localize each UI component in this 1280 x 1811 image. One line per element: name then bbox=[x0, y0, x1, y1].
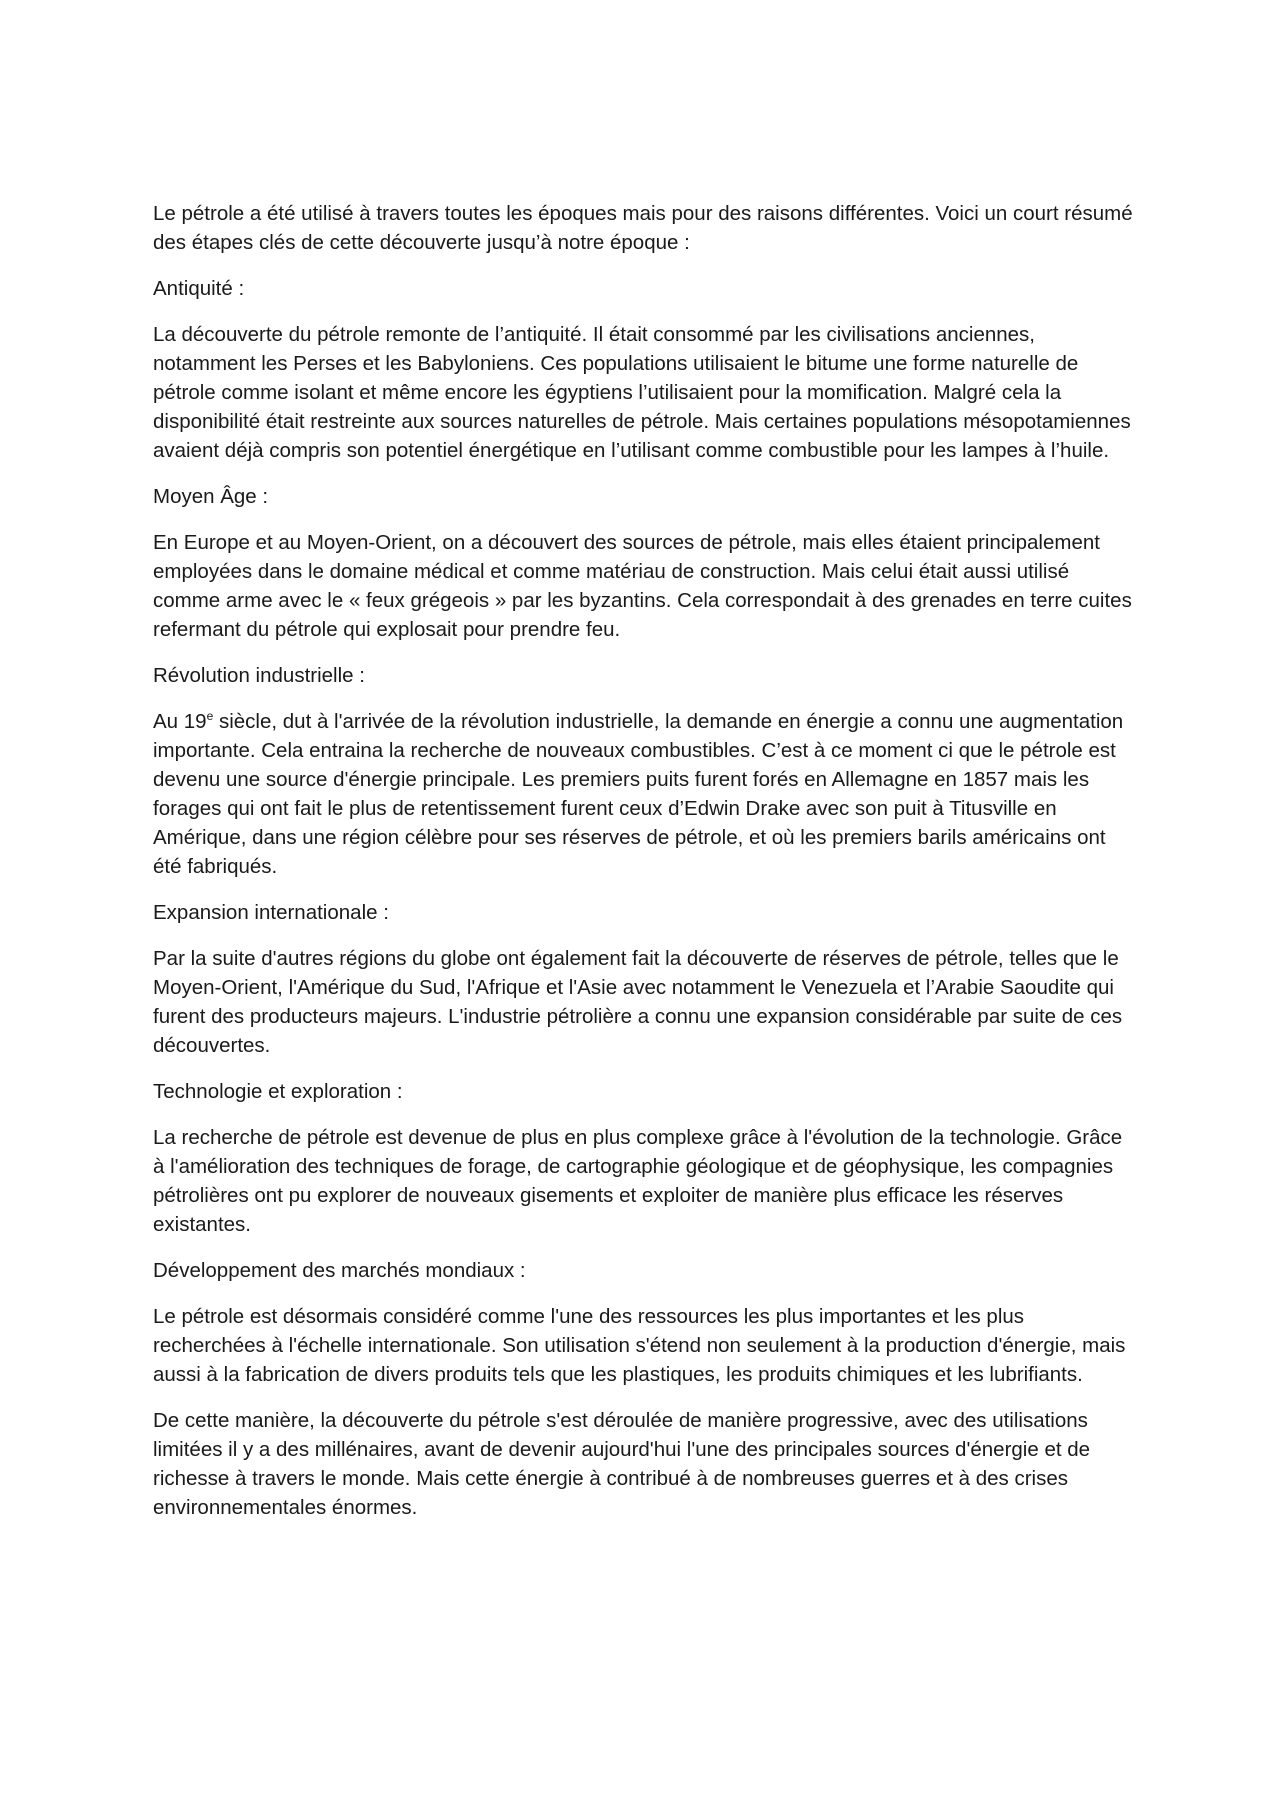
section-heading-expansion-internationale: Expansion internationale : bbox=[153, 901, 389, 924]
section-body-moyen-age: En Europe et au Moyen-Orient, on a découvert des sources de pétrole, mais elles étaient principalement employées dans le domaine médical et comme matériau de construction. Mais celui était aussi utilisé comme arme avec le « feux grégeois » par les byzantins. Cela correspondait à des grenades en terre cuites refermant du pétrole qui explosait pour prendre feu. bbox=[153, 531, 1132, 641]
conclusion-paragraph: De cette manière, la découverte du pétrole s'est déroulée de manière progressive, avec des utilisations limitées il y a des millénaires, avant de devenir aujourd'hui l'une des principales sources d'énergie et de richesse à travers le monde. Mais cette énergie à contribué à de nombreuses guerres et à des crises environnementales énormes. bbox=[153, 1409, 1091, 1519]
section-heading-technologie-exploration: Technologie et exploration : bbox=[153, 1080, 403, 1103]
section-heading-moyen-age: Moyen Âge : bbox=[153, 485, 269, 508]
century-number: Au 19 bbox=[153, 710, 207, 733]
intro-paragraph: Le pétrole a été utilisé à travers toutes les époques mais pour des raisons différentes. Voici un court résumé des étapes clés de cette découverte jusqu’à notre époque : bbox=[153, 202, 1133, 254]
section-heading-antiquite: Antiquité : bbox=[153, 277, 245, 300]
section-body-marches-mondiaux: Le pétrole est désormais considéré comme l'une des ressources les plus importantes et les plus recherchées à l'échelle internationale. Son utilisation s'étend non seulement à la production d'énergie, mais aussi à la fabrication de divers produits tels que les plastiques, les produits chimiques et les lubrifiants. bbox=[153, 1305, 1126, 1386]
section-heading-marches-mondiaux: Développement des marchés mondiaux : bbox=[153, 1259, 526, 1282]
section-body-revolution-text: siècle, dut à l'arrivée de la révolution industrielle, la demande en énergie a connu une augmentation importante. Cela entraina la recherche de nouveaux combustibles. C’est à ce moment ci que le pétrole est devenu une source d'énergie principale. Les premiers puits furent forés en Allemagne en 1857 mais les forages qui ont fait le plus de retentissement furent ceux d’Edwin Drake avec son puit à Titusville en Amérique, dans une région célèbre pour ses réserves de pétrole, et où les premiers barils américains ont été fabriqués. bbox=[153, 710, 1124, 878]
section-body-technologie-exploration: La recherche de pétrole est devenue de plus en plus complexe grâce à l'évolution de la technologie. Grâce à l'amélioration des techniques de forage, de cartographie géologique et de géophysique, les compagnies pétrolières ont pu explorer de nouveaux gisements et exploiter de manière plus efficace les réserves existantes. bbox=[153, 1126, 1123, 1236]
document-page bbox=[153, 199, 1133, 1539]
section-heading-revolution-industrielle: Révolution industrielle : bbox=[153, 664, 365, 687]
section-body-expansion-internationale: Par la suite d'autres régions du globe ont également fait la découverte de réserves de pétrole, telles que le Moyen-Orient, l'Amérique du Sud, l'Afrique et l'Asie avec notamment le Venezuela et l’Arabie Saoudite qui furent des producteurs majeurs. L'industrie pétrolière a connu une expansion considérable par suite de ces découvertes. bbox=[153, 947, 1123, 1057]
section-body-antiquite: La découverte du pétrole remonte de l’antiquité. Il était consommé par les civilisations anciennes, notamment les Perses et les Babyloniens. Ces populations utilisaient le bitume une forme naturelle de pétrole comme isolant et même encore les égyptiens l’utilisaient pour la momification. Malgré cela la disponibilité était restreinte aux sources naturelles de pétrole. Mais certaines populations mésopotamiennes avaient déjà compris son potentiel énergétique en l’utilisant comme combustible pour les lampes à l’huile. bbox=[153, 323, 1131, 462]
section-body-revolution-industrielle bbox=[153, 707, 1133, 881]
century-superscript: e bbox=[206, 709, 214, 723]
